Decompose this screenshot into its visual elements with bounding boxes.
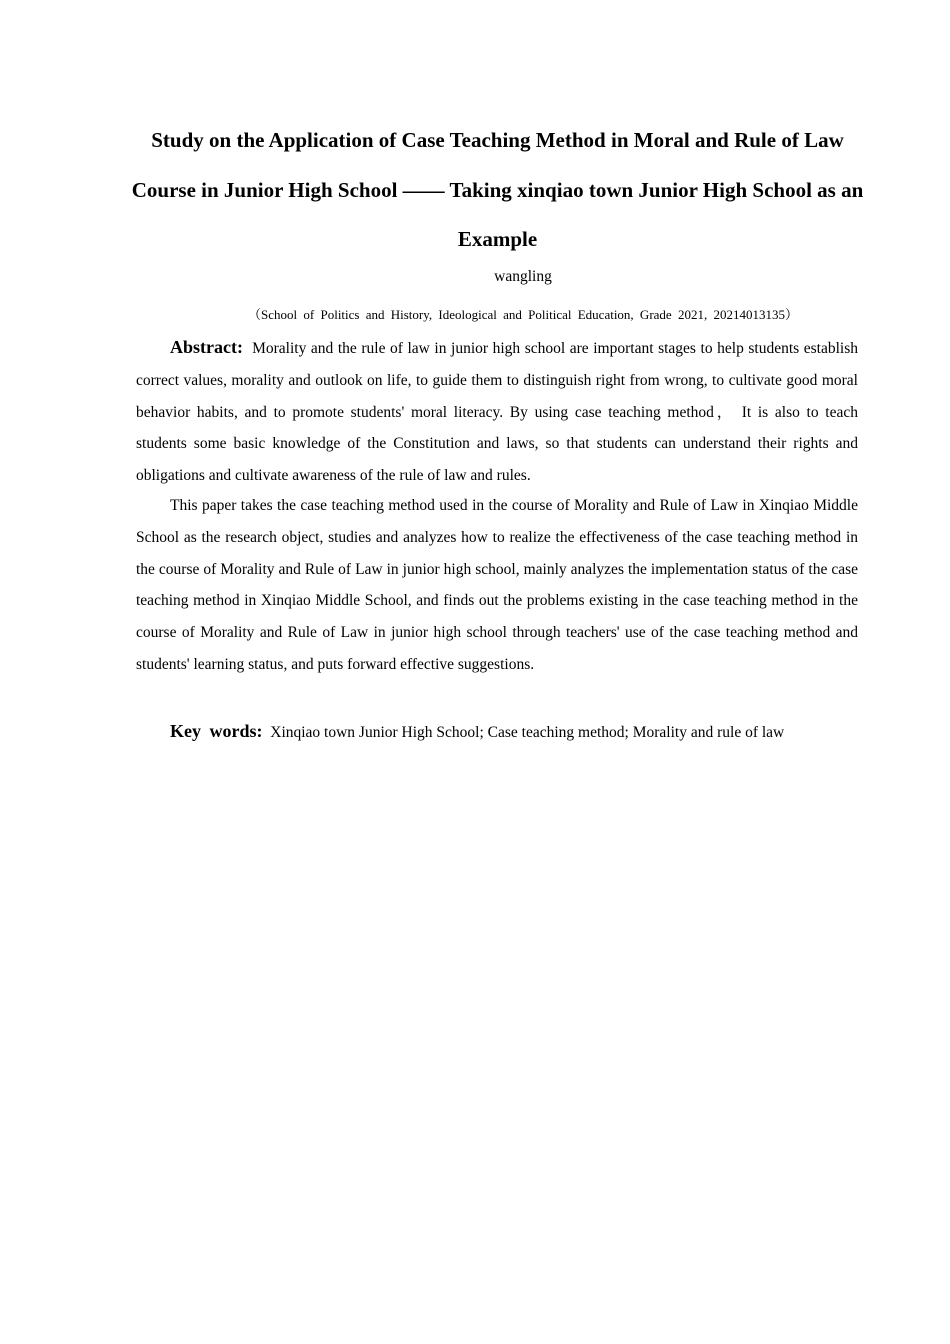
abstract-paragraph-2: This paper takes the case teaching method used in the course of Morality and Rule of Law in Xinqiao Middle School as the research object, studies and analyzes how to realize the effectiveness of the case teaching method in the course of Morality and Rule of Law in junior high school, mainly analyzes the implementation status of the case teaching method in Xinqiao Middle School, and finds out the problems existing in the case teaching method in the course of Morality and Rule of Law in junior high school through teachers' use of the case teaching method and students' learning status, and puts forward effective suggestions. — [136, 497, 858, 673]
author-affiliation: （School of Politics and History, Ideological and Political Education, Grade 2021, 20214013135） — [248, 307, 798, 322]
paper-title: Study on the Application of Case Teaching Method in Moral and Rule of Law Course in Junior High School —— Taking xinqiao town Junior High School as an Example — [131, 128, 864, 251]
abstract-label: Abstract: — [170, 337, 243, 357]
keywords-text: Xinqiao town Junior High School; Case teaching method; Morality and rule of law — [270, 724, 785, 741]
keywords-line — [136, 715, 858, 749]
abstract-paragraph-1 — [136, 332, 858, 492]
keywords-label: Key words: — [170, 721, 263, 741]
author-name: wangling — [494, 268, 552, 285]
abstract-text-1: Morality and the rule of law in junior high school are important stages to help students establish correct values, morality and outlook on life, to guide them to distinguish right from wrong, to cultivate good moral behavior habits, and to promote students' moral literacy. By using case teaching method， It is also to teach students some basic knowledge of the Constitution and laws, so that students can understand their rights and obligations and cultivate awareness of the rule of law and rules. — [136, 340, 858, 485]
